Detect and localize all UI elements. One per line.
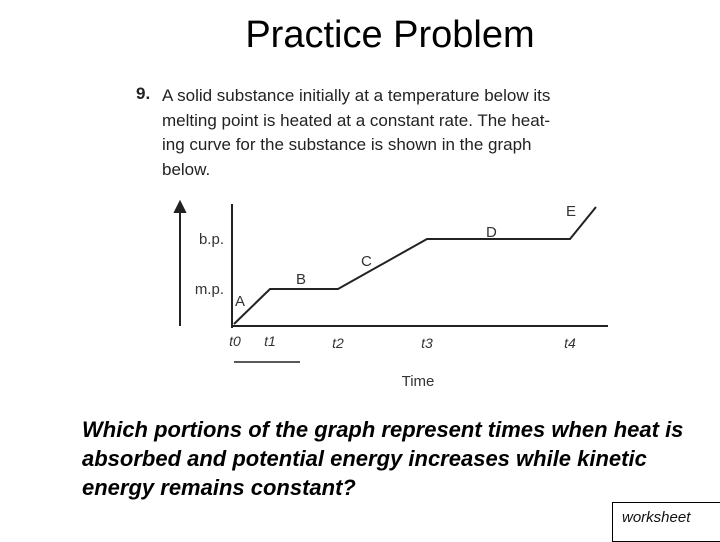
problem-text xyxy=(162,84,602,182)
segment-label-d: D xyxy=(486,224,497,241)
segment-label-a: A xyxy=(235,293,246,310)
y-tick-label: b.p. xyxy=(198,231,224,248)
problem-number: 9. xyxy=(136,84,151,103)
x-tick-label: t1 xyxy=(264,333,276,349)
slide-title: Practice Problem xyxy=(245,14,535,56)
worksheet-tag: worksheet xyxy=(612,502,720,542)
question-line: absorbed and potential energy increases while kinetic xyxy=(82,446,647,471)
segment-label-e: E xyxy=(566,203,577,220)
problem-text-line: A solid substance initially at a temperature below its xyxy=(162,86,551,105)
problem-card xyxy=(128,80,618,390)
x-axis-label: Time xyxy=(401,373,435,390)
question-line: Which portions of the graph represent times when heat is xyxy=(82,417,684,442)
question-text xyxy=(82,415,720,502)
heating-curve-line xyxy=(234,207,596,324)
x-tick-label: t4 xyxy=(564,335,576,351)
segment-label-b: B xyxy=(296,271,307,288)
x-tick-label: t0 xyxy=(229,333,241,349)
y-axis-arrow xyxy=(175,202,185,212)
problem-text-line: ing curve for the substance is shown in the graph xyxy=(162,135,532,154)
x-tick-label: t2 xyxy=(332,335,344,351)
heating-curve-chart xyxy=(128,200,618,390)
y-tick-label: m.p. xyxy=(194,281,224,298)
problem-text-line: melting point is heated at a constant rate. The heat- xyxy=(162,110,551,130)
x-tick-label: t3 xyxy=(421,335,433,351)
problem-text-line: below. xyxy=(162,159,211,179)
segment-label-c: C xyxy=(361,253,372,270)
question-line: energy remains constant? xyxy=(82,475,356,500)
